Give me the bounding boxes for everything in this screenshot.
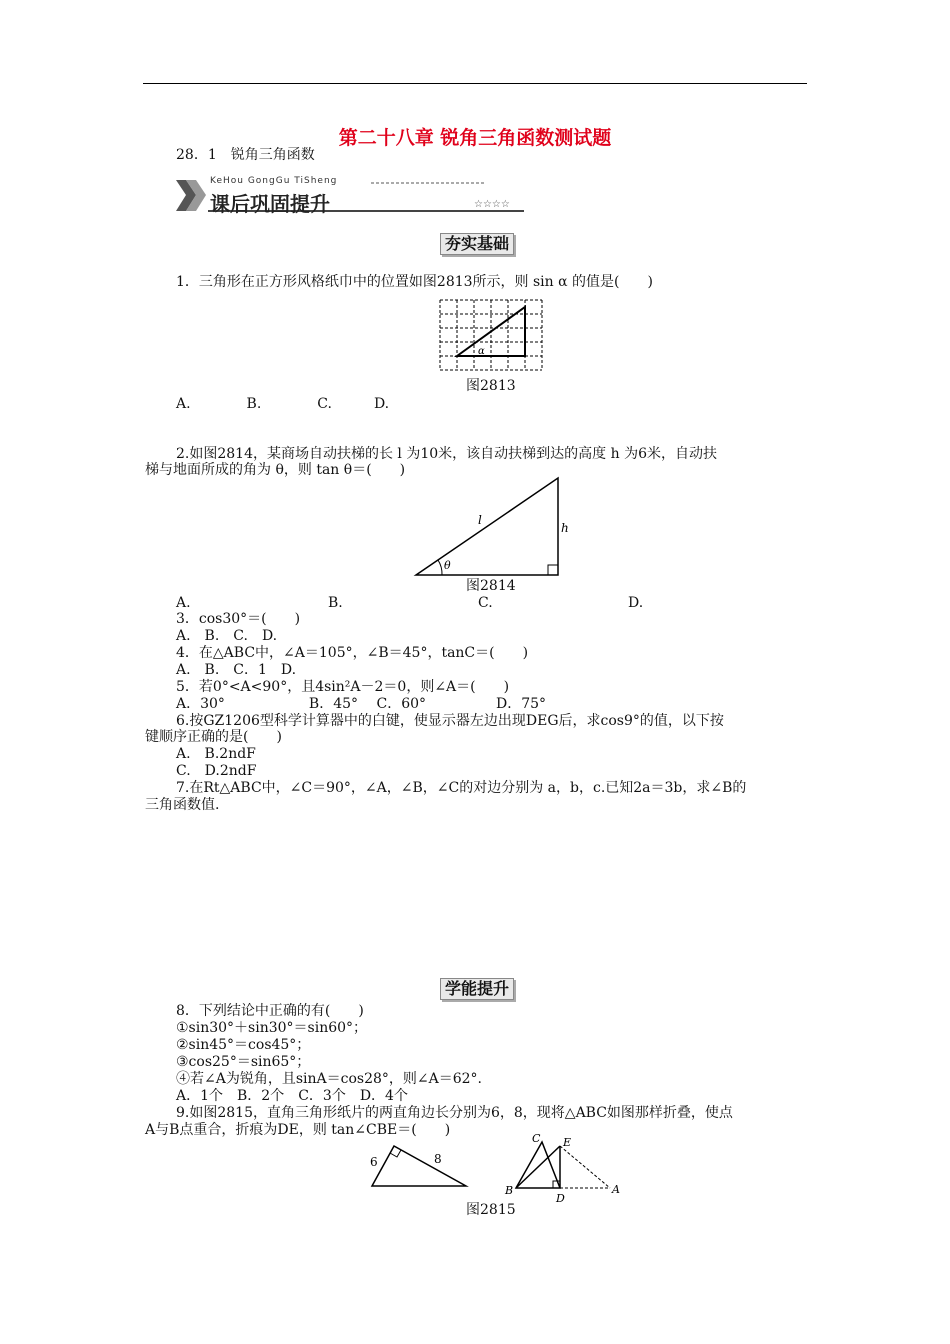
figure-2815-point-e: E [563, 1136, 572, 1149]
section-advanced-heading: 学能提升 [440, 978, 514, 1000]
figure-2815-point-d: D [556, 1192, 565, 1205]
question-2-option-c: C. [478, 595, 493, 611]
question-8-statement-3: ③cos25°＝sin65°； [176, 1054, 311, 1070]
top-rule [143, 83, 807, 84]
question-5: 5．若0°<A<90°，且4sin²A－2＝0，则∠A＝( ) [176, 679, 510, 695]
figure-2815-point-a: A [612, 1183, 620, 1196]
question-5-options: A．30° B．45° C．60° D．75° [176, 696, 547, 712]
question-2-line2: 梯与地面所成的角为 θ，则 tan θ＝( ) [145, 462, 406, 478]
banner-pinyin: KeHou GongGu TiSheng [210, 176, 338, 186]
figure-2814-angle-label: θ [444, 559, 451, 572]
question-2-option-d: D. [628, 595, 644, 611]
page-title: 第二十八章 锐角三角函数测试题 [338, 127, 612, 149]
question-7-line1: 7.在Rt△ABC中，∠C＝90°，∠A，∠B，∠C的对边分别为 a，b，c.已知2a＝3b，求∠B的 [176, 780, 747, 796]
figure-2814-l-label: l [478, 513, 482, 527]
figure-2814 [410, 474, 570, 580]
question-9-line1: 9.如图2815，直角三角形纸片的两直角边长分别为6，8，现将△ABC如图那样折叠，使点 [176, 1105, 733, 1121]
banner [176, 175, 526, 217]
figure-2815-point-c: C [532, 1132, 541, 1145]
figure-2815-caption: 图2815 [466, 1202, 516, 1218]
figure-2814-caption: 图2814 [466, 578, 516, 594]
question-2-option-b: B. [328, 595, 343, 611]
question-4: 4．在△ABC中，∠A＝105°，∠B＝45°，tanC＝( ) [176, 645, 529, 661]
question-3-options: A. B. C. D. [176, 628, 278, 644]
question-6-options-cd: C. D.2ndF [176, 763, 257, 779]
question-1: 1．三角形在正方形风格纸巾中的位置如图2813所示，则 sin α 的值是( ) [176, 274, 653, 290]
question-8: 8．下列结论中正确的有( ) [176, 1003, 364, 1019]
section-subtitle: 28．1 锐角三角函数 [176, 147, 315, 163]
question-3: 3．cos30°＝( ) [176, 611, 301, 627]
question-6-line1: 6.按GZ1206型科学计算器中的白键，使显示器左边出现DEG后，求cos9°的值，以下按 [176, 713, 724, 729]
section-basic-heading: 夯实基础 [440, 233, 514, 255]
figure-2813 [438, 298, 544, 378]
question-8-statement-4: ④若∠A为锐角，且sinA＝cos28°，则∠A＝62°. [176, 1071, 483, 1087]
figure-2815-side-8: 8 [434, 1152, 442, 1166]
question-7-line2: 三角函数值. [145, 797, 220, 813]
question-4-options: A. B. C．1 D. [176, 662, 297, 678]
question-2-option-a: A. [176, 595, 191, 611]
question-9-line2: A与B点重合，折痕为DE，则 tan∠CBE＝( ) [145, 1122, 451, 1138]
figure-2815 [364, 1130, 634, 1206]
question-6-line2: 键顺序正确的是( ) [145, 729, 282, 745]
figure-2813-caption: 图2813 [466, 378, 516, 394]
question-8-options: A．1个 B．2个 C．3个 D．4个 [176, 1088, 408, 1104]
question-1-options: A. B. C. D. [176, 396, 390, 412]
figure-2813-angle-label: α [478, 346, 485, 357]
question-8-statement-2: ②sin45°＝cos45°； [176, 1037, 311, 1053]
figure-2814-h-label: h [561, 521, 569, 535]
question-6-options-ab: A. B.2ndF [176, 746, 256, 762]
banner-stars: ☆☆☆☆ [474, 199, 510, 210]
figure-2815-point-b: B [505, 1184, 514, 1197]
question-8-statement-1: ①sin30°＋sin30°＝sin60°； [176, 1020, 368, 1036]
banner-title: 课后巩固提升 [210, 192, 330, 216]
figure-2815-side-6: 6 [370, 1155, 378, 1169]
question-2-line1: 2.如图2814，某商场自动扶梯的长 l 为10米，该自动扶梯到达的高度 h 为6米，自动扶 [176, 446, 718, 462]
